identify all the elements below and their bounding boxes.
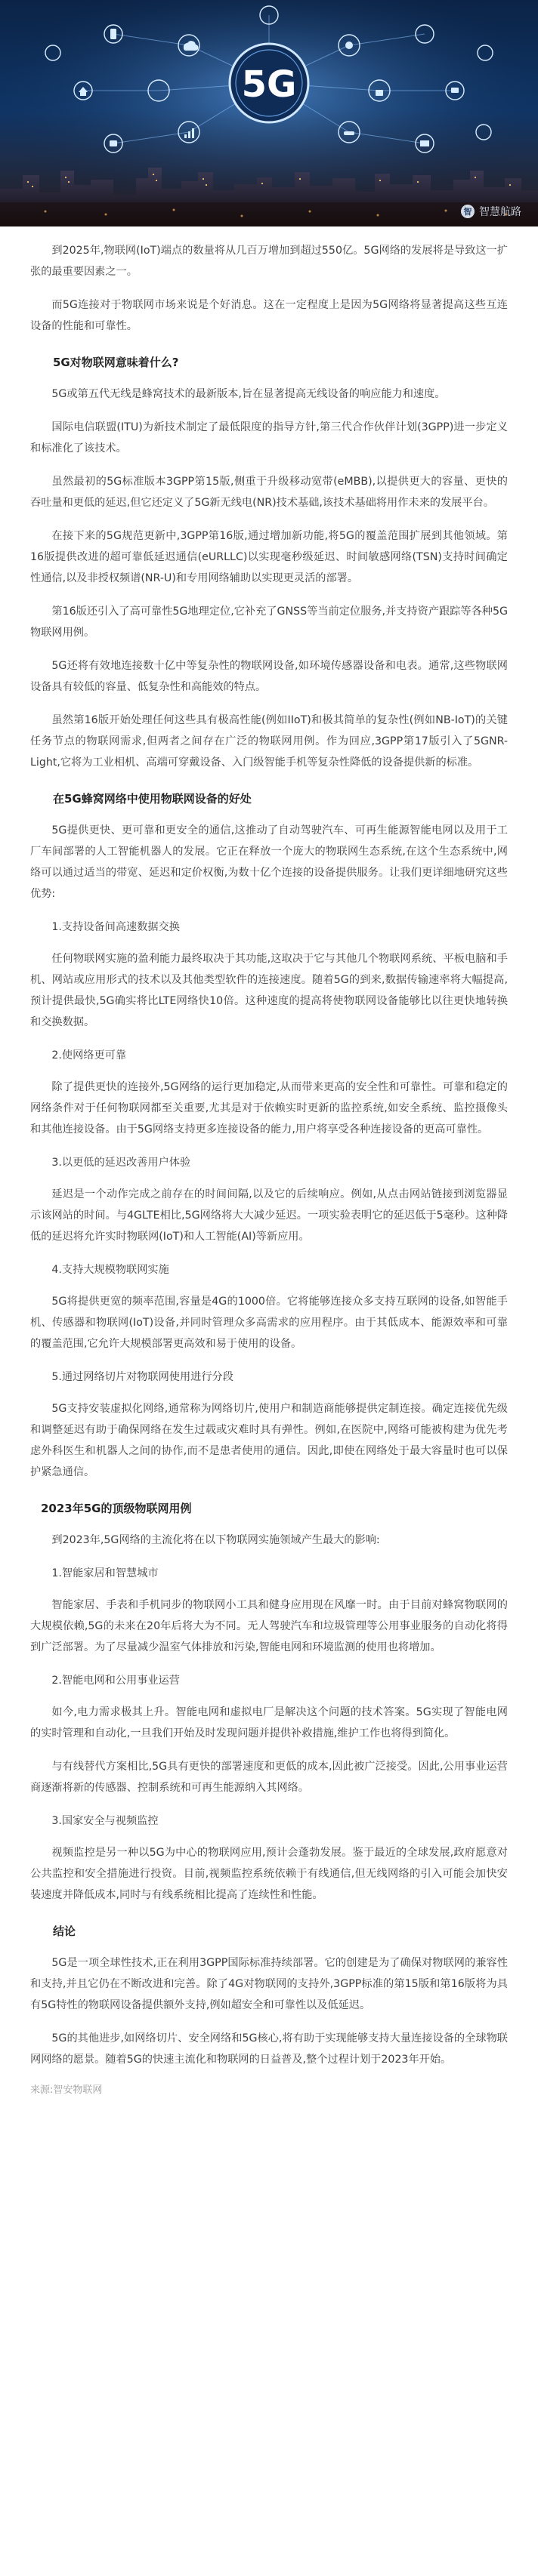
sec1-paragraph-6: 5G还将有效地连接数十亿中等复杂性的物联网设备,如环境传感器设备和电表。通常,这些物联网设备具有较低的容量、低复杂性和高能效的特点。 — [30, 660, 508, 693]
hero-illustration — [0, 0, 538, 226]
hero-5g-logo: 5G — [241, 63, 297, 106]
use-case-3-text: 视频监控是另一种以5G为中心的物联网应用,预计会蓬勃发展。鉴于最近的全球发展,政府愿意对公共监控和安全措施进行投资。目前,视频监控系统依赖于有线通信,但无线网络的引入可能会加快安装速度并降低成本,同时与有线系统相比提高了连续性和性能。 — [30, 1847, 508, 1901]
intro-paragraph-1: 到2025年,物联网(IoT)端点的数量将从几百万增加到超过550亿。5G网络的发展将是导致这一扩张的最重要因素之一。 — [30, 245, 508, 278]
conclusion-paragraph-2: 5G的其他进步,如网络切片、安全网络和5G核心,将有助于实现能够支持大量连接设备的全球物联网网络的愿景。随着5G的快速主流化和物联网的日益普及,整个过程计划于2023年开始。 — [30, 2032, 508, 2066]
sec1-paragraph-5: 第16版还引入了高可靠性5G地理定位,它补充了GNSS等当前定位服务,并支持资产跟踪等各种5G物联网用例。 — [30, 605, 508, 639]
section-heading-conclusion: 结论 — [53, 1924, 76, 1938]
use-case-1-title: 1.智能家居和智慧城市 — [51, 1567, 159, 1579]
use-case-1-text: 智能家居、手表和手机同步的物联网小工具和健身应用现在风靡一时。由于目前对蜂窝物联网的大规模依赖,5G的未来在20年后将大为不同。无人驾驶汽车和垃圾管理等公用事业服务的自动化将得到广泛部署。为了尽量减少温室气体排放和污染,智能电网和环境监测的使用也将增加。 — [30, 1599, 508, 1653]
benefit-2-text: 除了提供更快的连接外,5G网络的运行更加稳定,从而带来更高的安全性和可靠性。可靠和稳定的网络条件对于任何物联网都至关重要,尤其是对于依赖实时更新的监控系统,如安全系统、监控摄像头和其他连接设备。由于5G网络支持更多连接设备的能力,用户将享受各种连接设备的更高可靠性。 — [30, 1081, 508, 1135]
section-heading-use-cases: 2023年5G的顶级物联网用例 — [41, 1502, 192, 1515]
benefit-1-title: 1.支持设备间高速数据交换 — [51, 921, 180, 933]
use-case-2-title: 2.智能电网和公用事业运营 — [51, 1675, 180, 1687]
article-body — [0, 226, 538, 2099]
sec1-paragraph-1: 5G或第五代无线是蜂窝技术的最新版本,旨在显著提高无线设备的响应能力和速度。 — [51, 388, 446, 400]
section-heading-5g-iot: 5G对物联网意味着什么? — [53, 356, 179, 369]
hero-banner — [0, 0, 538, 226]
sec3-paragraph-1: 到2023年,5G网络的主流化将在以下物联网实施领域产生最大的影响: — [51, 1534, 380, 1546]
sec1-paragraph-7: 虽然第16版开始处理任何这些具有极高性能(例如IIoT)和极其简单的复杂性(例如NB-IoT)的关键任务节点的物联网需求,但两者之间存在广泛的物联网用例。作为回应,3GPP第17版引入了5GNR-Light,它将为工业相机、高端可穿戴设备、入门级智能手机等复杂性降低的设备提供新的标准。 — [30, 714, 508, 769]
benefit-4-text: 5G将提供更宽的频率范围,容量是4G的1000倍。它将能够连接众多支持互联网的设备,如智能手机、传感器和物联网(IoT)设备,并同时管理众多高需求的应用程序。由于其低成本、能源效率和可靠的覆盖范围,它允许大规模部署更高效和易于使用的设备。 — [30, 1296, 508, 1350]
use-case-2-text-2: 与有线替代方案相比,5G具有更快的部署速度和更低的成本,因此被广泛接受。因此,公用事业运营商逐渐将新的传感器、控制系统和可再生能源纳入其网络。 — [30, 1761, 508, 1794]
watermark-logo-icon: 智 — [461, 205, 475, 218]
benefit-3-text: 延迟是一个动作完成之前存在的时间间隔,以及它的后续响应。例如,从点击网站链接到浏览器显示该网站的时间。与4GLTE相比,5G网络将大大减少延迟。一项实验表明它的延迟低于5毫秒。这种降低的延迟将允许实时物联网(IoT)和人工智能(AI)等新应用。 — [30, 1188, 508, 1243]
sec1-paragraph-2: 国际电信联盟(ITU)为新技术制定了最低限度的指导方针,第三代合作伙伴计划(3GPP)进一步定义和标准化了该技术。 — [30, 421, 508, 454]
benefit-5-text: 5G支持安装虚拟化网络,通常称为网络切片,使用户和制造商能够提供定制连接。确定连接优先级和调整延迟有助于确保网络在发生过载或灾难时具有弹性。例如,在医院中,网络可能被构建为优先考虑外科医生和机器人之间的协作,而不是患者使用的通信。因此,即使在网络处于最大容量时也可以保护紧急通信。 — [30, 1403, 508, 1478]
intro-paragraph-2: 而5G连接对于物联网市场来说是个好消息。这在一定程度上是因为5G网络将显著提高这些互连设备的性能和可靠性。 — [30, 299, 508, 332]
watermark — [461, 204, 521, 219]
benefit-4-title: 4.支持大规模物联网实施 — [51, 1264, 169, 1276]
sec2-paragraph-1: 5G提供更快、更可靠和更安全的通信,这推动了自动驾驶汽车、可再生能源智能电网以及用于工厂车间部署的人工智能机器人的发展。它正在释放一个庞大的物联网生态系统,在这个生态系统中,网络可以通过适当的带宽、延迟和定价权衡,为数十亿个连接的设备提供服务。让我们更详细地研究这些优势: — [30, 824, 508, 900]
benefit-1-text: 任何物联网实施的盈利能力最终取决于其功能,这取决于它与其他几个物联网系统、平板电脑和手机、网站或应用形式的技术以及其他类型软件的连接速度。随着5G的到来,数据传输速率将大幅提高,预计提供最快,5G确实将比LTE网络快10倍。这种速度的提高将使物联网设备能够比以往更快地转换和交换数据。 — [30, 953, 508, 1028]
benefit-3-title: 3.以更低的延迟改善用户体验 — [51, 1157, 191, 1169]
conclusion-paragraph-1: 5G是一项全球性技术,正在利用3GPP国际标准持续部署。它的创建是为了确保对物联网的兼容性和支持,并且它仍在不断改进和完善。除了4G对物联网的支持外,3GPP标准的第15版和第16版将为具有5G特性的物联网设备提供额外支持,例如超安全和可靠性以及低延迟。 — [30, 1957, 508, 2011]
benefit-2-title: 2.使网络更可靠 — [51, 1049, 127, 1062]
watermark-text: 智慧航路 — [479, 206, 521, 218]
sec1-paragraph-3: 虽然最初的5G标准版本3GPP第15版,侧重于升级移动宽带(eMBB),以提供更大的容量、更快的吞吐量和更低的延迟,但它还定义了5G新无线电(NR)技术基础,该技术基础将用作未来的发展平台。 — [30, 476, 508, 509]
use-case-2-text: 如今,电力需求极其上升。智能电网和虚拟电厂是解决这个问题的技术答案。5G实现了智能电网的实时管理和自动化,一旦我们开始及时发现问题并提供补救措施,维护工作也将得到简化。 — [30, 1706, 508, 1739]
use-case-3-title: 3.国家安全与视频监控 — [51, 1815, 159, 1827]
source-credit: 来源:智安物联网 — [30, 2085, 103, 2096]
section-heading-benefits: 在5G蜂窝网络中使用物联网设备的好处 — [53, 792, 252, 806]
sec1-paragraph-4: 在接下来的5G规范更新中,3GPP第16版,通过增加新功能,将5G的覆盖范围扩展到其他领域。第16版提供改进的超可靠低延迟通信(eURLLC)以实现毫秒级延迟、时间敏感网络(TSN)支持时间确定性通信,以及非授权频谱(NR-U)和专用网络辅助以实现更灵活的部署。 — [30, 530, 508, 584]
benefit-5-title: 5.通过网络切片对物联网使用进行分段 — [51, 1371, 233, 1383]
